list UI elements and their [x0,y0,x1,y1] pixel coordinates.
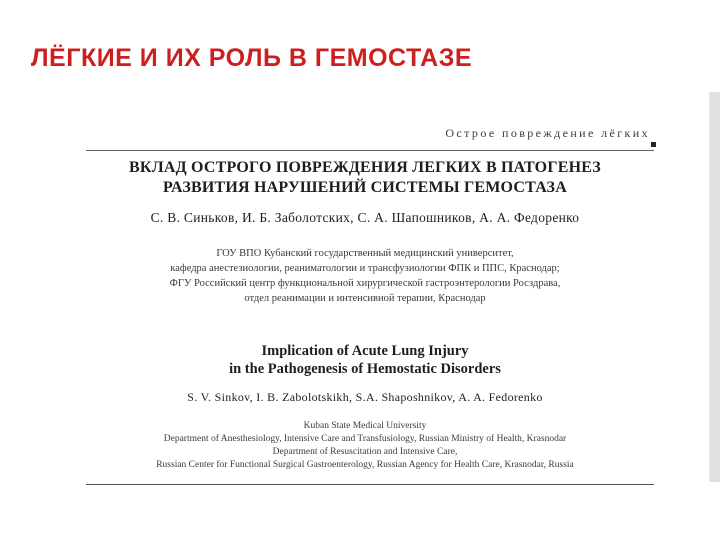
affiliation-ru-line-3: ФГУ Российский центр функциональной хирургической гастроэнтерологии Росздрава, [169,278,561,289]
affiliation-en-line-4: Russian Center for Functional Surgical Gastroenterology, Russian Agency for Health Care, Krasnodar, Russia [156,460,574,470]
slide-title: ЛЁГКИЕ И ИХ РОЛЬ В ГЕМОСТАЗЕ [31,44,473,72]
footer-rule [86,484,654,485]
article-scan [80,120,650,488]
article-title-ru-line-1: ВКЛАД ОСТРОГО ПОВРЕЖДЕНИЯ ЛЕГКИХ В ПАТОГЕНЕЗ [129,159,601,176]
authors-ru: С. В. Синьков, И. Б. Заболотских, С. А. Шапошников, А. А. Федоренко [150,210,580,225]
affiliation-en-line-1: Kuban State Medical University [303,421,427,431]
article-title-en-line-2: in the Pathogenesis of Hemostatic Disorders [229,361,501,377]
article-title-en-line-1: Implication of Acute Lung Injury [261,343,469,359]
header-rule [86,150,654,151]
affiliation-en-line-3: Department of Resuscitation and Intensive Care, [272,447,458,457]
authors-en: S. V. Sinkov, I. B. Zabolotskikh, S.A. Shaposhnikov, A. A. Fedorenko [187,390,543,404]
affiliation-ru-line-2: кафедра анестезиологии, реаниматологии и трансфузиологии ФПК и ППС, Краснодар; [170,263,560,274]
right-edge-bar [709,92,720,482]
affiliation-ru-line-1: ГОУ ВПО Кубанский государственный медицинский университет, [216,248,514,259]
affiliation-ru-line-4: отдел реанимации и интенсивной терапии, Краснодар [244,293,486,304]
right-edge-corner [709,0,720,92]
running-head-square-mark [651,142,656,147]
affiliation-en-line-2: Department of Anesthesiology, Intensive Care and Transfusiology, Russian Ministry of Health, Krasnodar [163,434,567,444]
running-head: Острое повреждение лёгких [445,126,650,140]
article-title-ru-line-2: РАЗВИТИЯ НАРУШЕНИЙ СИСТЕМЫ ГЕМОСТАЗА [163,179,567,196]
